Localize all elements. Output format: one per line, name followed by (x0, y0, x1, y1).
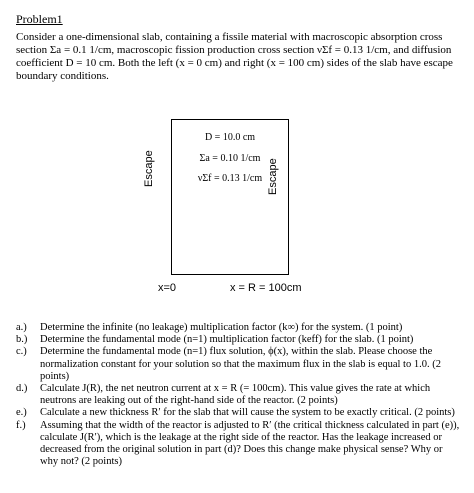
x-left-label: x=0 (158, 282, 177, 294)
question-text: Determine the fundamental mode (n=1) multiplication factor (keff) for the slab. (1 point) (40, 334, 414, 346)
question-text: Determine the infinite (no leakage) multiplication factor (k∞) for the system. (1 point) (40, 322, 403, 333)
question-text: Calculate a new thickness R′ for the slab that will cause the system to be exactly critical. (2 points) (40, 407, 455, 419)
question-item (16, 407, 462, 419)
question-label: b.) (16, 334, 28, 346)
question-label: a.) (16, 322, 27, 333)
question-item (16, 383, 462, 407)
diffusion-coefficient-label: D = 10.0 cm (204, 132, 256, 143)
right-escape-label: Escape (267, 158, 279, 195)
question-text: Determine the fundamental mode (n=1) flux solution, ϕ(x), within the slab. Please choose the normalization constant for your solution so that the maximum flux in the slab is equal to 1.0. (2 points) (40, 346, 441, 382)
question-list (16, 322, 462, 468)
question-label: f.) (16, 419, 26, 431)
slab-diagram (171, 119, 289, 275)
x-right-label: x = R = 100cm (230, 282, 302, 294)
question-label: d.) (16, 383, 28, 395)
question-text: Assuming that the width of the reactor is adjusted to R′ (the critical thickness calculated in part (e)), calculate J(R′), which is the leakage at the right side of the reactor. Has the leakage increased or decreased from the original solution in part (d)? Does this change make physical sense? Why or why not? (2 points) (40, 419, 460, 468)
question-text: Calculate J(R), the net neutron current at x = R (= 100cm). This value gives the rate at which neutrons are leaking out of the right-hand side of the reactor. (2 points) (40, 383, 431, 407)
question-item (16, 346, 462, 383)
absorption-cross-section-label: Σa = 0.10 1/cm (199, 153, 261, 164)
fission-cross-section-label: νΣf = 0.13 1/cm (197, 173, 263, 184)
question-label: c.) (16, 346, 27, 358)
question-item (16, 322, 462, 334)
problem-intro: Consider a one-dimensional slab, containing a fissile material with macroscopic absorption cross section Σa = 0.1 1/cm, macroscopic fission production cross section νΣf = 0.13 1/cm, and diffusion coefficient D = 10 cm. Both the left (x = 0 cm) and right (x = 100 cm) sides of the slab have escape boundary conditions. (16, 31, 453, 82)
question-item (16, 420, 462, 469)
question-label: e.) (16, 407, 27, 419)
left-escape-label: Escape (143, 150, 155, 187)
question-item (16, 334, 462, 346)
problem-title: Problem1 (16, 12, 63, 26)
